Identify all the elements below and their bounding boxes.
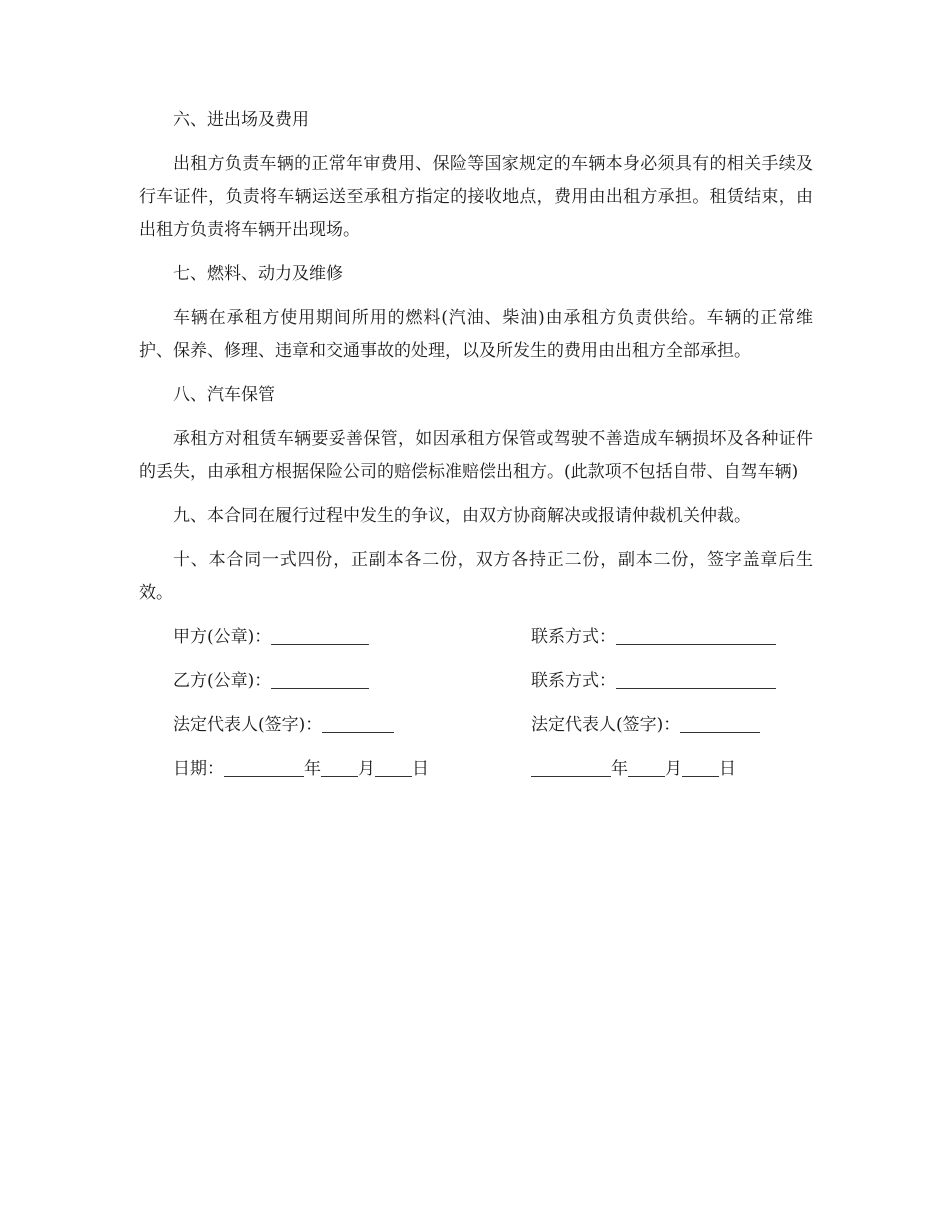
section-heading: 七、燃料、动力及维修: [173, 264, 343, 284]
party-a-legal-rep-blank[interactable]: [322, 710, 394, 733]
section-paragraph: 出租方负责车辆的正常年审费用、保险等国家规定的车辆本身必须具有的相关手续及行车证件，负责将车辆运送至承租方指定的接收地点，费用由出租方承担。租赁结束，由出租方负责将车辆开出现场。: [139, 154, 813, 240]
legal-rep-label: 法定代表人(签字)：: [173, 715, 323, 735]
contract-body: [139, 104, 813, 797]
section-fuel-maintenance: [139, 258, 813, 368]
signature-row-party-b: [173, 665, 813, 698]
section-heading: 六、进出场及费用: [173, 110, 309, 130]
party-b-seal-blank[interactable]: [271, 666, 369, 689]
party-a-contact-blank[interactable]: [616, 622, 776, 645]
contact-label: 联系方式：: [531, 627, 616, 647]
section-paragraph: 车辆在承租方使用期间所用的燃料(汽油、柴油)由承租方负责供给。车辆的正常维护、保养、修理、违章和交通事故的处理，以及所发生的费用由出租方全部承担。: [139, 308, 813, 361]
party-b-label: 乙方(公章)：: [173, 671, 272, 691]
date-label: 日期：: [173, 759, 224, 779]
party-b-contact-blank[interactable]: [616, 666, 776, 689]
signature-row-legal-rep: [173, 709, 813, 742]
day-label: 日: [412, 759, 429, 779]
month-label: 月: [665, 759, 682, 779]
section-paragraph: 承租方对租赁车辆要妥善保管，如因承租方保管或驾驶不善造成车辆损坏及各种证件的丢失，由承租方根据保险公司的赔偿标准赔偿出租方。(此款项不包括自带、自驾车辆): [139, 429, 813, 482]
signature-row-party-a: [173, 621, 813, 654]
section-heading: 八、汽车保管: [173, 385, 275, 405]
section-vehicle-custody: [139, 379, 813, 489]
party-a-year-blank[interactable]: [224, 754, 304, 777]
party-b-month-blank[interactable]: [628, 754, 665, 777]
party-a-month-blank[interactable]: [321, 754, 358, 777]
year-label: 年: [304, 759, 321, 779]
legal-rep-label: 法定代表人(签字)：: [531, 715, 681, 735]
party-b-legal-rep-blank[interactable]: [680, 710, 760, 733]
year-label: 年: [611, 759, 628, 779]
day-label: 日: [719, 759, 736, 779]
contact-label: 联系方式：: [531, 671, 616, 691]
month-label: 月: [358, 759, 375, 779]
party-a-seal-blank[interactable]: [271, 622, 369, 645]
clause-copies: 十、本合同一式四份，正副本各二份，双方各持正二份，副本二份，签字盖章后生效。: [139, 550, 813, 603]
signature-row-date: [173, 753, 813, 786]
section-entry-exit: [139, 104, 813, 247]
clause-dispute: 九、本合同在履行过程中发生的争议，由双方协商解决或报请仲裁机关仲裁。: [173, 506, 751, 526]
party-a-day-blank[interactable]: [375, 754, 412, 777]
party-a-label: 甲方(公章)：: [173, 627, 272, 647]
signature-block: [173, 621, 813, 786]
party-b-year-blank[interactable]: [531, 754, 611, 777]
party-b-day-blank[interactable]: [682, 754, 719, 777]
